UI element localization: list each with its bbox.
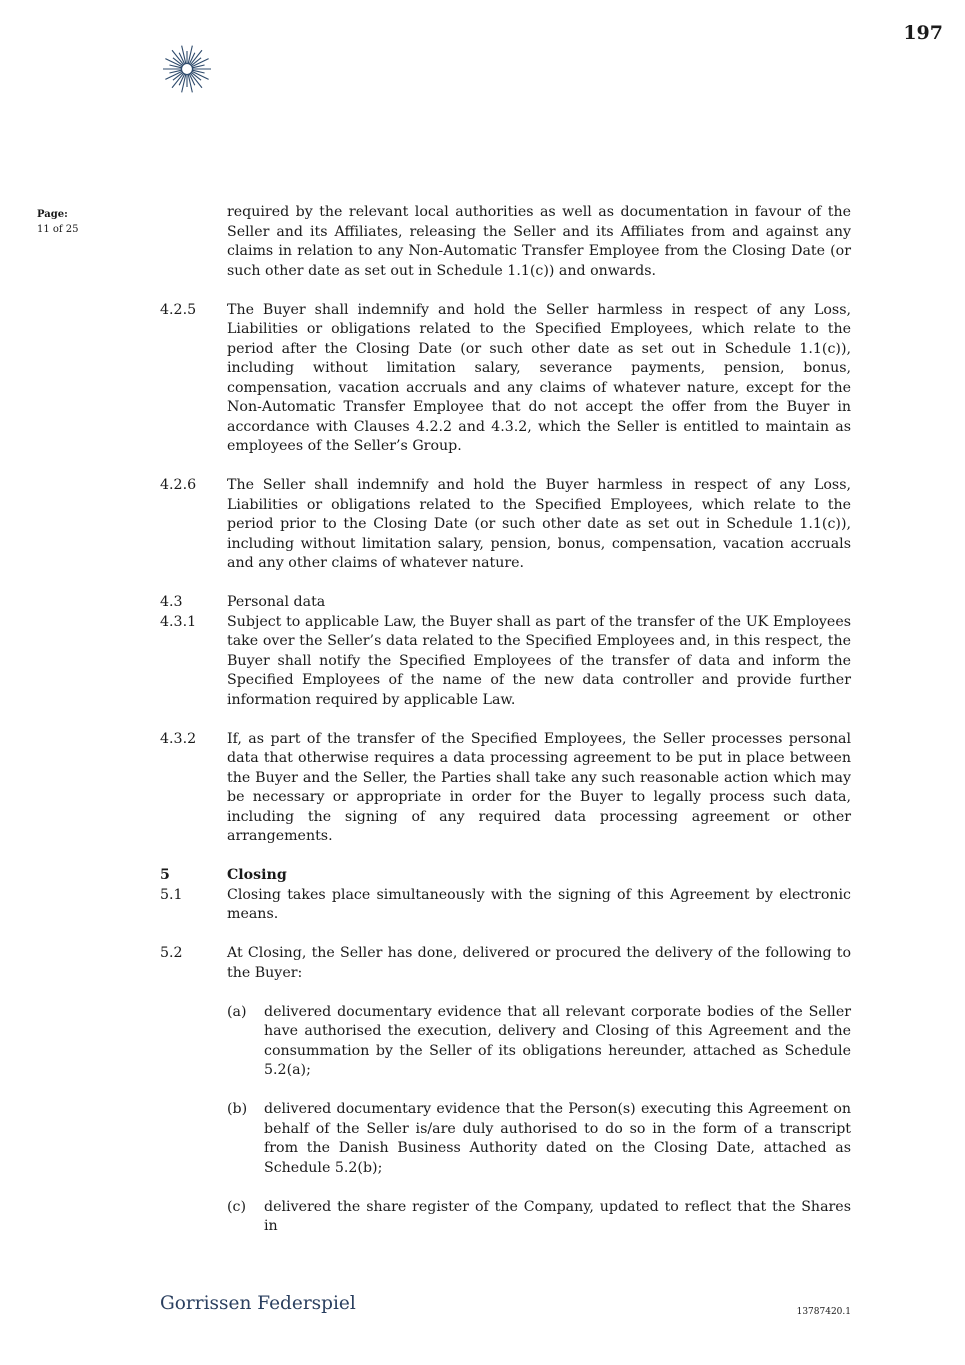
starburst-icon <box>158 44 216 94</box>
page-number: 197 <box>903 22 943 44</box>
list-item-text: delivered documentary evidence that all relevant corporate bodies of the Seller have authorised the execution, delivery and Closing of this Agreement and the consummation by the Seller of its obligations hereunder, attached as Schedule 5.2(a); <box>264 1003 851 1078</box>
clause-text: The Seller shall indemnify and hold the Buyer harmless in respect of any Loss, Liabilities or obligations related to the Specified Employees, which relate to the period prior to the Closing Date (or such other date as set out in Schedule 1.1(c)), including without limitation salary, pension, bonus, compensation, vacation accruals and any other claims of whatever nature. <box>227 477 851 571</box>
clause-number: 5.1 <box>160 886 183 903</box>
clause-4-2-5 <box>160 301 851 457</box>
section-heading: Closing <box>227 867 287 883</box>
clause-number: 4.2.6 <box>160 477 197 493</box>
list-item <box>227 1198 851 1237</box>
clause-text: At Closing, the Seller has done, delivered or procured the delivery of the following to the Buyer: <box>227 945 851 981</box>
clause-4-3-2 <box>160 730 851 847</box>
footer-brand: Gorrissen Federspiel <box>160 1293 356 1314</box>
clause-text: If, as part of the transfer of the Specified Employees, the Seller processes personal data that otherwise requires a data processing agreement to be put in place between the Buyer and the Seller, the Parties shall take any such reasonable action which may be necessary or appropriate in order for the Buyer to legally process such data, including the signing of any required data processing agreement or other arrangements. <box>227 730 851 844</box>
clause-text: Subject to applicable Law, the Buyer shall as part of the transfer of the UK Employees take over the Seller’s data related to the Specified Employees and, in this respect, the Buyer shall notify the Specified Employees of the transfer of data and inform the Specified Employees of the name of the new data controller and provide further information required by applicable Law. <box>227 613 851 708</box>
clause-5-1 <box>160 886 851 925</box>
clause-number: 4.3.1 <box>160 613 197 630</box>
document-id: 13787420.1 <box>796 1307 851 1317</box>
page-count: 11 of 25 <box>37 224 79 235</box>
clause-5-2 <box>160 944 851 983</box>
list-item <box>227 1100 851 1178</box>
list-item <box>227 1003 851 1081</box>
clause-number: 5.2 <box>160 945 183 961</box>
list-item-letter: (b) <box>227 1101 248 1117</box>
list-item-text: delivered documentary evidence that the Person(s) executing this Agreement on behalf of the Seller is/are duly authorised to do so in the form of a transcript from the Danish Business Authority dated on the Closing Date, attached as Schedule 5.2(b); <box>264 1101 851 1176</box>
heading-5 <box>160 866 851 886</box>
clause-text: Closing takes place simultaneously with the signing of this Agreement by electronic means. <box>227 886 851 922</box>
clause-text: The Buyer shall indemnify and hold the Seller harmless in respect of any Loss, Liabilities or obligations related to the Specified Employees, which relate to the period after the Closing Date (or such other date as set out in Schedule 1.1(c)), including without limitation salary, severance payments, pension, bonus, compensation, vacation accruals and any claims of whatever nature, except for the Non-Automatic Transfer Employee that do not accept the offer from the Buyer in accordance with Clauses 4.2.2 and 4.3.2, which the Seller is entitled to maintain as employees of the Seller’s Group. <box>227 301 851 454</box>
heading-4-3 <box>160 593 851 613</box>
paragraph-text: required by the relevant local authorities as well as documentation in favour of the Seller and its Affiliates, releasing the Seller and its Affiliates from and against any claims in relation to any Non-Automatic Transfer Employee from the Closing Date (or such other date as set out in Schedule 1.1(c)) and onwards. <box>227 204 851 279</box>
clause-4-3-1 <box>160 613 851 711</box>
list-item-letter: (a) <box>227 1003 247 1020</box>
clause-number: 4.2.5 <box>160 301 197 318</box>
clause-number: 4.3.2 <box>160 730 197 747</box>
section-heading: Personal data <box>227 594 326 610</box>
document-body <box>160 203 851 1256</box>
clause-4-2-6 <box>160 476 851 574</box>
page-count-meta <box>37 207 79 237</box>
list-item-text: delivered the share register of the Company, updated to reflect that the Shares in <box>264 1198 851 1234</box>
intro-paragraph <box>160 203 851 281</box>
page-label: Page: <box>37 209 68 220</box>
clause-number: 4.3 <box>160 594 183 610</box>
clause-number: 5 <box>160 867 170 883</box>
list-item-letter: (c) <box>227 1198 247 1215</box>
